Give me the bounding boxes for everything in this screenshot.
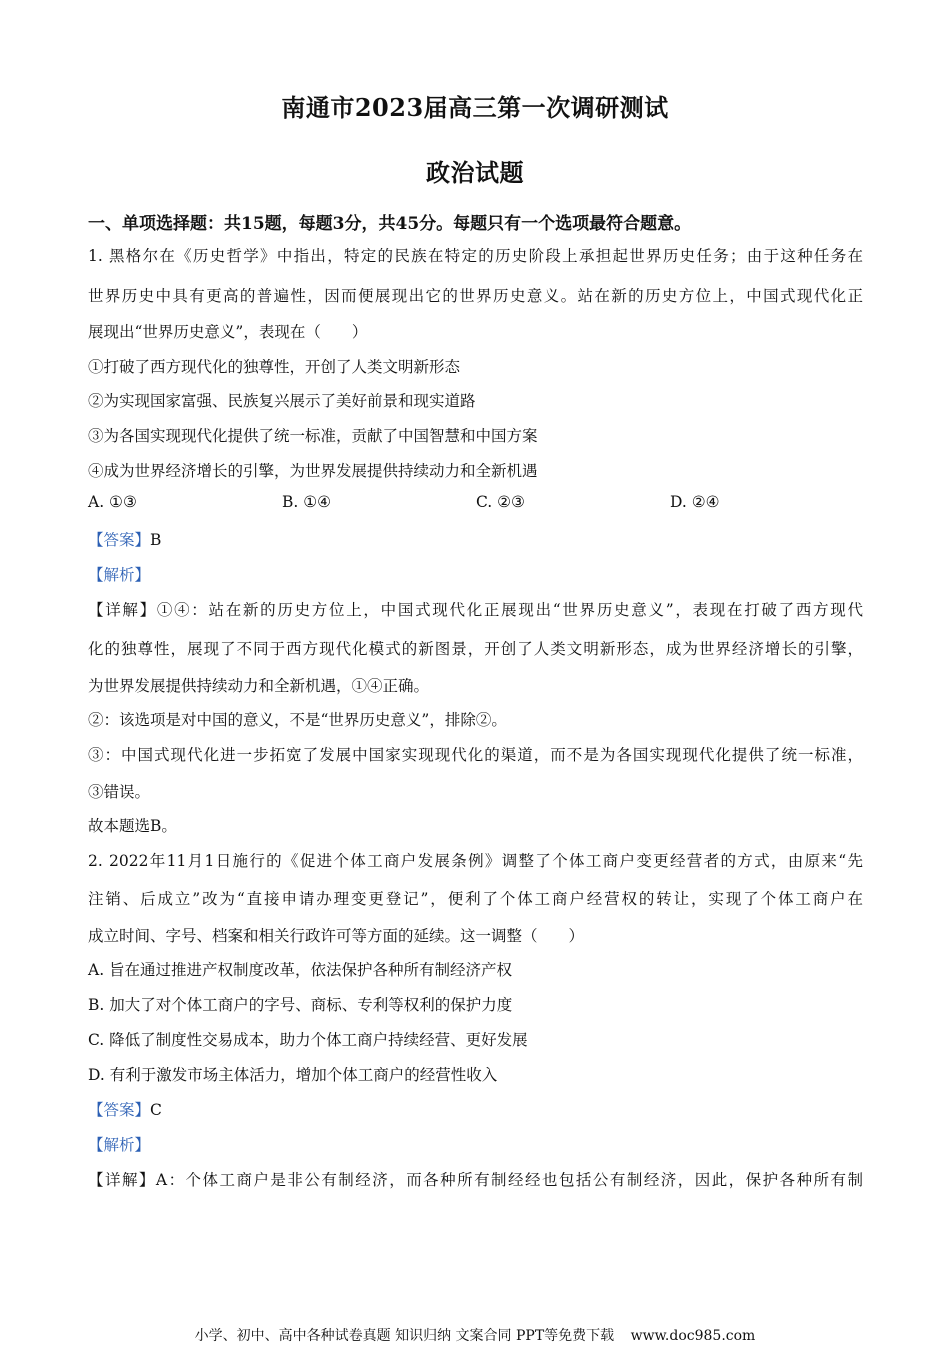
answer-value: B — [150, 531, 162, 549]
q1-option-c: C. ②③ — [476, 493, 525, 511]
q1-statement-3: ③为各国实现现代化提供了统一标准，贡献了中国智慧和中国方案 — [88, 427, 538, 445]
page-title: 南通市2023届高三第一次调研测试 — [281, 93, 669, 122]
q2-stem-line-3: 成立时间、字号、档案和相关行政许可等方面的延续。这一调整（ ） — [88, 927, 585, 945]
q1-answer — [88, 528, 161, 550]
q1-statement-1: ①打破了西方现代化的独尊性，开创了人类文明新形态 — [88, 358, 461, 376]
q2-option-d: D. 有利于激发市场主体活力，增加个体工商户的经营性收入 — [88, 1066, 498, 1084]
q2-option-b: B. 加大了对个体工商户的字号、商标、专利等权利的保护力度 — [88, 996, 513, 1014]
q1-detail-line-7: 故本题选B。 — [88, 817, 177, 835]
footer-site-link[interactable]: www.doc985.com — [630, 1328, 756, 1344]
q1-detail-line-6: ③错误。 — [88, 783, 151, 801]
q1-option-a: A. ①③ — [88, 493, 137, 511]
q1-analysis-tag: 【解析】 — [88, 566, 151, 584]
q1-stem-line-1: 1. 黑格尔在《历史哲学》中指出，特定的民族在特定的历史阶段上承担起世界历史任务；由于这种任务在 — [88, 247, 863, 265]
q2-analysis-tag: 【解析】 — [88, 1136, 151, 1154]
q1-option-d: D. ②④ — [670, 493, 720, 511]
q1-detail-line-2: 化的独尊性，展现了不同于西方现代化模式的新图景，开创了人类文明新形态，成为世界经济增长的引擎， — [88, 640, 863, 658]
page-subtitle: 政治试题 — [426, 158, 524, 187]
q1-detail-line-1 — [88, 598, 863, 620]
q2-answer — [88, 1098, 162, 1120]
section-heading: 一、单项选择题：共15题，每题3分，共45分。每题只有一个选项最符合题意。 — [88, 214, 692, 234]
detail-tag: 【详解】 — [88, 1171, 156, 1189]
q2-stem-line-1: 2. 2022年11月1日施行的《促进个体工商户发展条例》调整了个体工商户变更经营者的方式，由原来“先 — [88, 852, 863, 870]
q2-stem-line-2: 注销、后成立”改为“直接申请办理变更登记”，便利了个体工商户经营权的转让，实现了个体工商户在 — [88, 890, 863, 908]
answer-tag: 【答案】 — [88, 531, 151, 549]
q2-option-a: A. 旨在通过推进产权制度改革，依法保护各种所有制经济产权 — [88, 961, 513, 979]
q1-stem-line-2: 世界历史中具有更高的普遍性，因而便展现出它的世界历史意义。站在新的历史方位上，中国式现代化正 — [88, 287, 863, 305]
q2-option-c: C. 降低了制度性交易成本，助力个体工商户持续经营、更好发展 — [88, 1031, 528, 1049]
q1-stem-line-3: 展现出“世界历史意义”，表现在（ ） — [88, 323, 368, 341]
detail-text: A：个体工商户是非公有制经济，而各种所有制经经也包括公有制经济，因此，保护各种所有制 — [155, 1171, 863, 1189]
answer-tag: 【答案】 — [88, 1101, 151, 1119]
q1-detail-line-3: 为世界发展提供持续动力和全新机遇，①④正确。 — [88, 677, 430, 695]
q1-statement-4: ④成为世界经济增长的引擎，为世界发展提供持续动力和全新机遇 — [88, 462, 538, 480]
detail-text: ①④：站在新的历史方位上，中国式现代化正展现出“世界历史意义”，表现在打破了西方现代 — [156, 601, 863, 619]
q1-detail-line-4: ②：该选项是对中国的意义，不是“世界历史意义”，排除②。 — [88, 711, 507, 729]
q2-detail-line-1 — [88, 1168, 863, 1190]
detail-tag: 【详解】 — [88, 601, 157, 619]
footer-text: 小学、初中、高中各种试卷真题 知识归纳 文案合同 PPT等免费下载 — [194, 1328, 615, 1344]
answer-value: C — [150, 1101, 162, 1119]
q1-statement-2: ②为实现国家富强、民族复兴展示了美好前景和现实道路 — [88, 392, 476, 410]
q1-option-b: B. ①④ — [282, 493, 332, 511]
page-footer — [0, 1325, 950, 1345]
q1-detail-line-5: ③：中国式现代化进一步拓宽了发展中国家实现现代化的渠道，而不是为各国实现现代化提供了统一标准， — [88, 746, 863, 764]
